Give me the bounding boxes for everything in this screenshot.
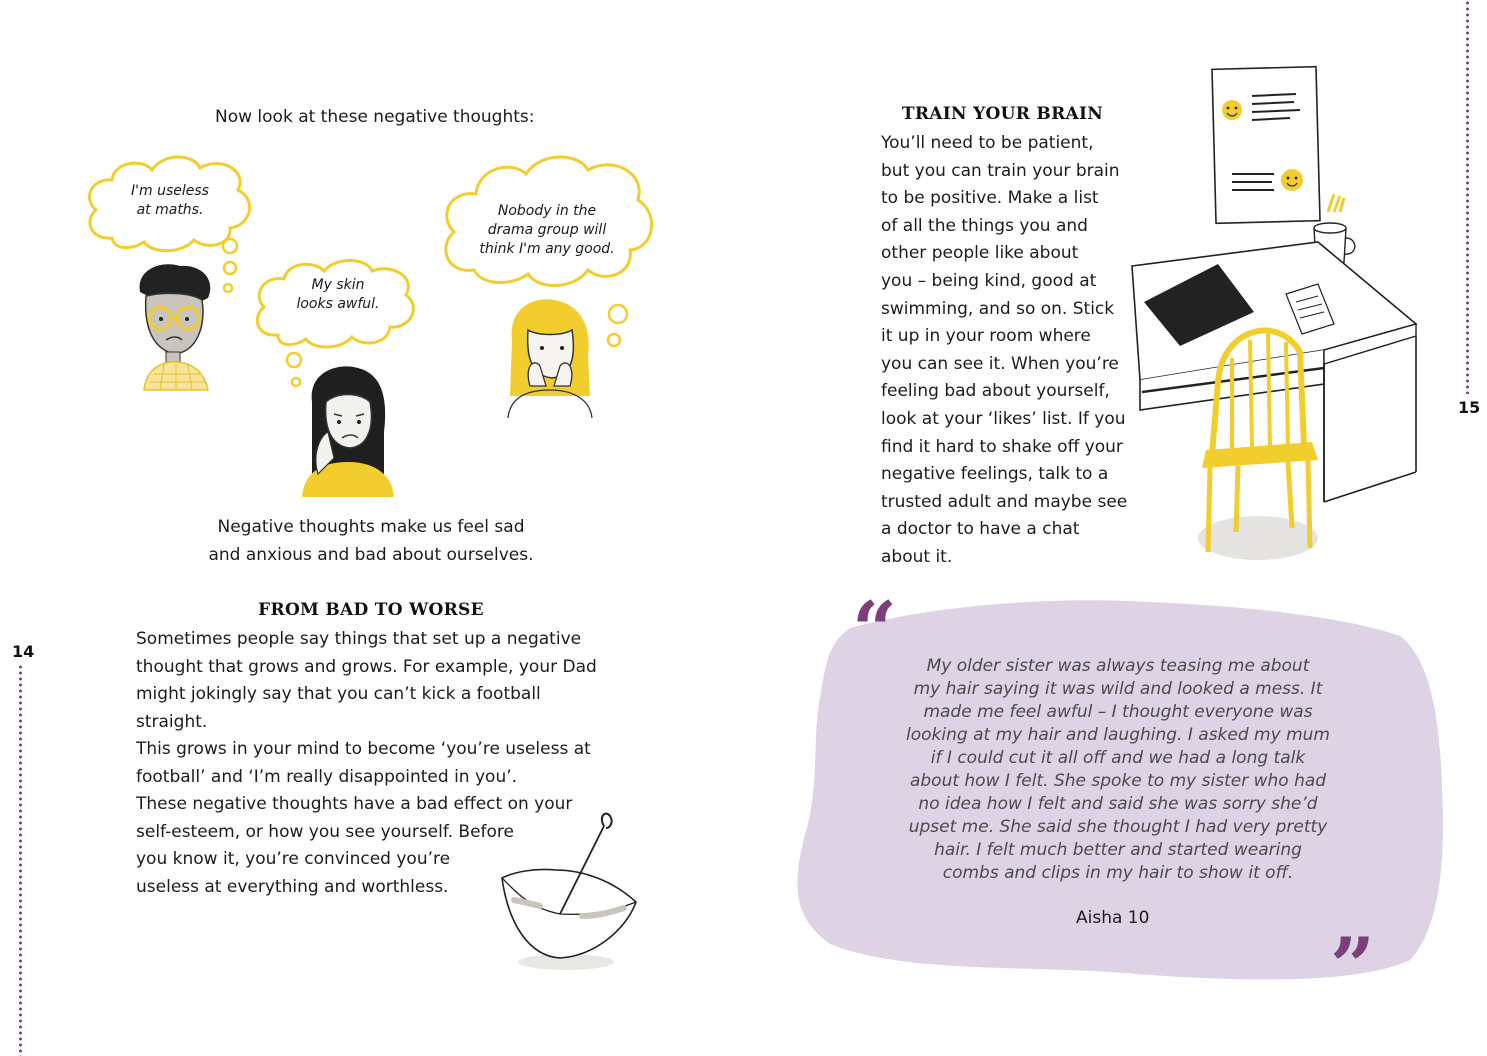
thought-text-skin: My skin looks awful. bbox=[296, 277, 380, 312]
from-bad-to-worse-paragraph-2: These negative thoughts have a bad effect on your self-esteem, or how you see yourself. Before you know it, you’re convinced you’re useless at everything and worthless. bbox=[136, 794, 573, 897]
open-quote-mark: “ bbox=[852, 585, 897, 676]
desk-with-list-icon bbox=[1128, 62, 1428, 572]
anxious-girl-icon bbox=[500, 296, 600, 418]
page-number-left: 14 bbox=[12, 642, 35, 661]
dotted-rule-left bbox=[19, 664, 22, 1056]
thought-dot-icon bbox=[218, 258, 248, 298]
quote-text: My older sister was always teasing me about my hair saying it was wild and looked a mess. It made me feel awful – I thought everyone was looking at my hair and laughing. I asked my mum if I could cut it all off and we had a long talk about how I felt. She spoke to my sister who had no idea how I felt and said she was sorry she’d upset me. She said she thought I had very pretty hair. I felt much better and started wearing combs and clips in my hair to show it off. bbox=[906, 656, 1330, 883]
dotted-rule-right bbox=[1466, 0, 1469, 394]
from-bad-to-worse-heading: FROM BAD TO WORSE bbox=[258, 600, 484, 620]
page-number-right: 15 bbox=[1458, 398, 1481, 417]
quote-author: Aisha 10 bbox=[1076, 908, 1150, 928]
umbrella-icon bbox=[494, 810, 644, 975]
from-bad-to-worse-paragraph-1: Sometimes people say things that set up a negative thought that grows and grows. For example, your Dad might jokingly say that you can’t kick a football straight. This grows in your mind to become ‘you’re useless at football’ and ‘I’m really disappointed in you’. bbox=[136, 629, 597, 787]
worried-boy-icon bbox=[130, 262, 220, 392]
train-your-brain-heading: TRAIN YOUR BRAIN bbox=[901, 104, 1104, 124]
thought-text-maths: I'm useless at maths. bbox=[131, 183, 209, 218]
negative-thoughts-caption: Negative thoughts make us feel sad and anxious and bad about ourselves. bbox=[208, 517, 534, 565]
thought-dot-icon bbox=[598, 296, 638, 356]
close-quote-mark: ” bbox=[1330, 921, 1375, 1012]
sad-girl-icon bbox=[298, 362, 398, 497]
intro-text: Now look at these negative thoughts: bbox=[215, 107, 535, 127]
train-your-brain-paragraph: You’ll need to be patient, but you can train your brain to be positive. Make a list of all the things you and other people like about you – being kind, good at swimming, and so on. Stick it up in your room where you can see it. When you’re feeling bad about yourself, look at your ‘likes’ list. If you find it hard to shake off your negative feelings, talk to a trusted adult and maybe see a doctor to have a chat about it. bbox=[881, 133, 1128, 567]
thought-text-drama: Nobody in the drama group will think I'm any good. bbox=[479, 203, 615, 257]
